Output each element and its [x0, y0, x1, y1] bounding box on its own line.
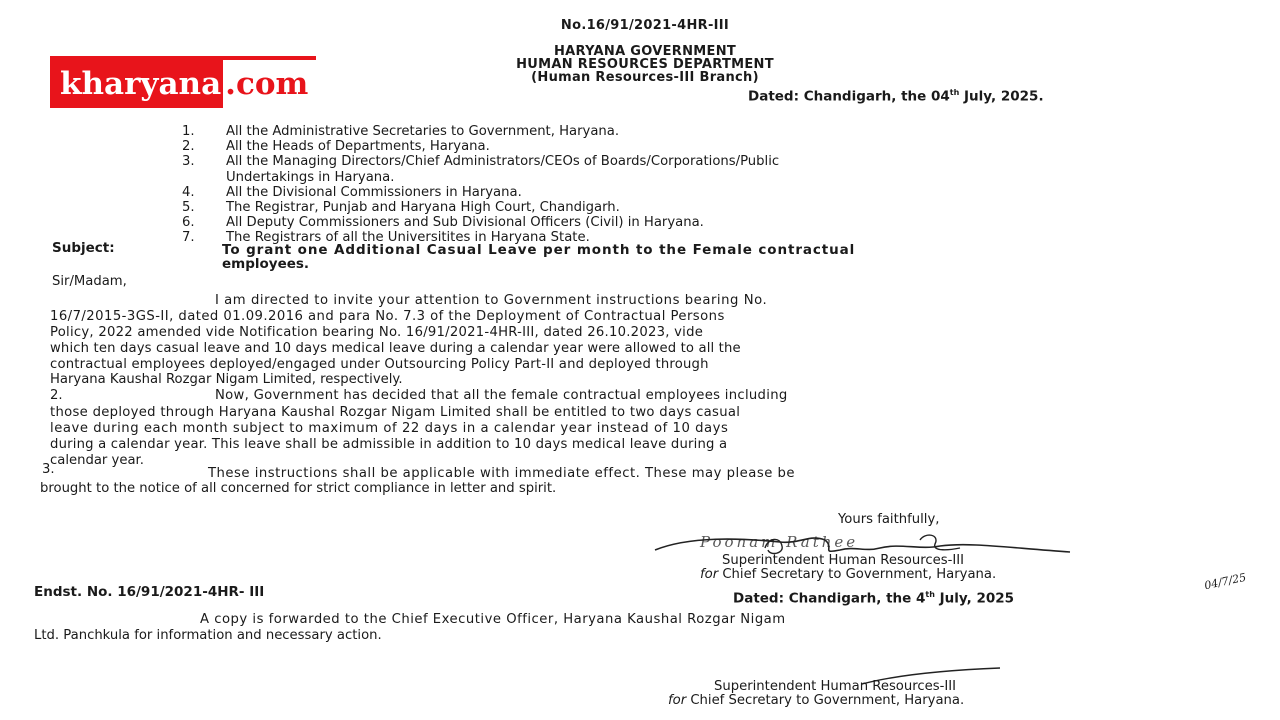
para2-line: during a calendar year. This leave shall be admissible in addition to 10 days medical leave during a: [50, 437, 728, 452]
salutation: Sir/Madam,: [52, 274, 127, 289]
list-item: 7. The Registrars of all the Universitites in Haryana State.: [182, 230, 590, 246]
para2-line: calendar year.: [50, 453, 144, 468]
para2-number: 2.: [50, 388, 63, 403]
endorsement-line: Ltd. Panchkula for information and necessary action.: [34, 628, 382, 643]
list-item: 1. All the Administrative Secretaries to Government, Haryana.: [182, 124, 620, 139]
subject-line-1: To grant one Additional Casual Leave per month to the Female contractual: [222, 242, 856, 258]
list-item: 3. All the Managing Directors/Chief Administrators/CEOs of Boards/Corporations/Public: [182, 154, 780, 170]
subject-label: Subject:: [52, 240, 115, 256]
endorsement-number: Endst. No. 16/91/2021-4HR- III: [34, 584, 265, 600]
list-item: 4. All the Divisional Commissioners in Haryana.: [182, 184, 522, 200]
para1-line: Policy, 2022 amended vide Notification bearing No. 16/91/2021-4HR-III, dated 26.10.2023, vide: [50, 325, 704, 340]
endorsement-line: A copy is forwarded to the Chief Executive Officer, Haryana Kaushal Rozgar Nigam: [200, 612, 786, 627]
initials-handwritten: 04/7/25: [1203, 570, 1248, 593]
list-item: 5. The Registrar, Punjab and Haryana High Court, Chandigarh.: [182, 199, 620, 215]
para3-line: brought to the notice of all concerned for strict compliance in letter and spirit.: [40, 481, 557, 496]
para1-line: 16/7/2015-3GS-II, dated 01.09.2016 and para No. 7.3 of the Deployment of Contractual Persons: [50, 309, 725, 324]
para2-line: leave during each month subject to maximum of 22 days in a calendar year instead of 10 days: [50, 421, 729, 436]
para1-line: which ten days casual leave and 10 days medical leave during a calendar year were allowed to all the: [50, 341, 741, 356]
site-logo[interactable]: [50, 60, 308, 108]
addressee-list: [182, 124, 779, 246]
branch-name: (Human Resources-III Branch): [531, 70, 759, 85]
reference-number: No.16/91/2021-4HR-III: [560, 18, 730, 33]
endorsement-for-line: for Chief Secretary to Government, Haryana.: [668, 693, 965, 708]
signatory-designation: Superintendent Human Resources-III: [722, 553, 965, 568]
subject-line-2: employees.: [222, 256, 310, 272]
header-date: Dated: Chandigarh, the 04th July, 2025.: [748, 88, 1044, 105]
para2-line: those deployed through Haryana Kaushal Rozgar Nigam Limited shall be entitled to two days casual: [50, 405, 741, 420]
list-item: Undertakings in Haryana.: [226, 169, 395, 185]
list-item: 6. All Deputy Commissioners and Sub Divisional Officers (Civil) in Haryana.: [182, 215, 704, 231]
para3-line: These instructions shall be applicable with immediate effect. These may please be: [208, 466, 796, 481]
para3-number: 3.: [42, 462, 55, 477]
signature-name: Poonam Rathee: [700, 533, 859, 551]
yours-faithfully: Yours faithfully,: [838, 512, 940, 527]
government-name: HARYANA GOVERNMENT: [553, 44, 737, 59]
department-name: HUMAN RESOURCES DEPARTMENT: [516, 57, 774, 72]
signatory-for-line: for Chief Secretary to Government, Haryana.: [700, 567, 997, 582]
endorsement-date: Dated: Chandigarh, the 4th July, 2025: [733, 590, 1015, 607]
para1-line: contractual employees deployed/engaged under Outsourcing Policy Part-II and deployed through: [50, 357, 709, 372]
logo-text-red: kharyana: [50, 60, 223, 108]
list-item: 2. All the Heads of Departments, Haryana.: [182, 139, 490, 155]
logo-text-domain: .com: [225, 66, 309, 102]
endorsement-designation: Superintendent Human Resources-III: [714, 679, 957, 694]
para2-line: Now, Government has decided that all the female contractual employees including: [215, 388, 788, 403]
para1-line: I am directed to invite your attention to Government instructions bearing No.: [215, 293, 768, 308]
para1-line: Haryana Kaushal Rozgar Nigam Limited, respectively.: [50, 372, 403, 387]
